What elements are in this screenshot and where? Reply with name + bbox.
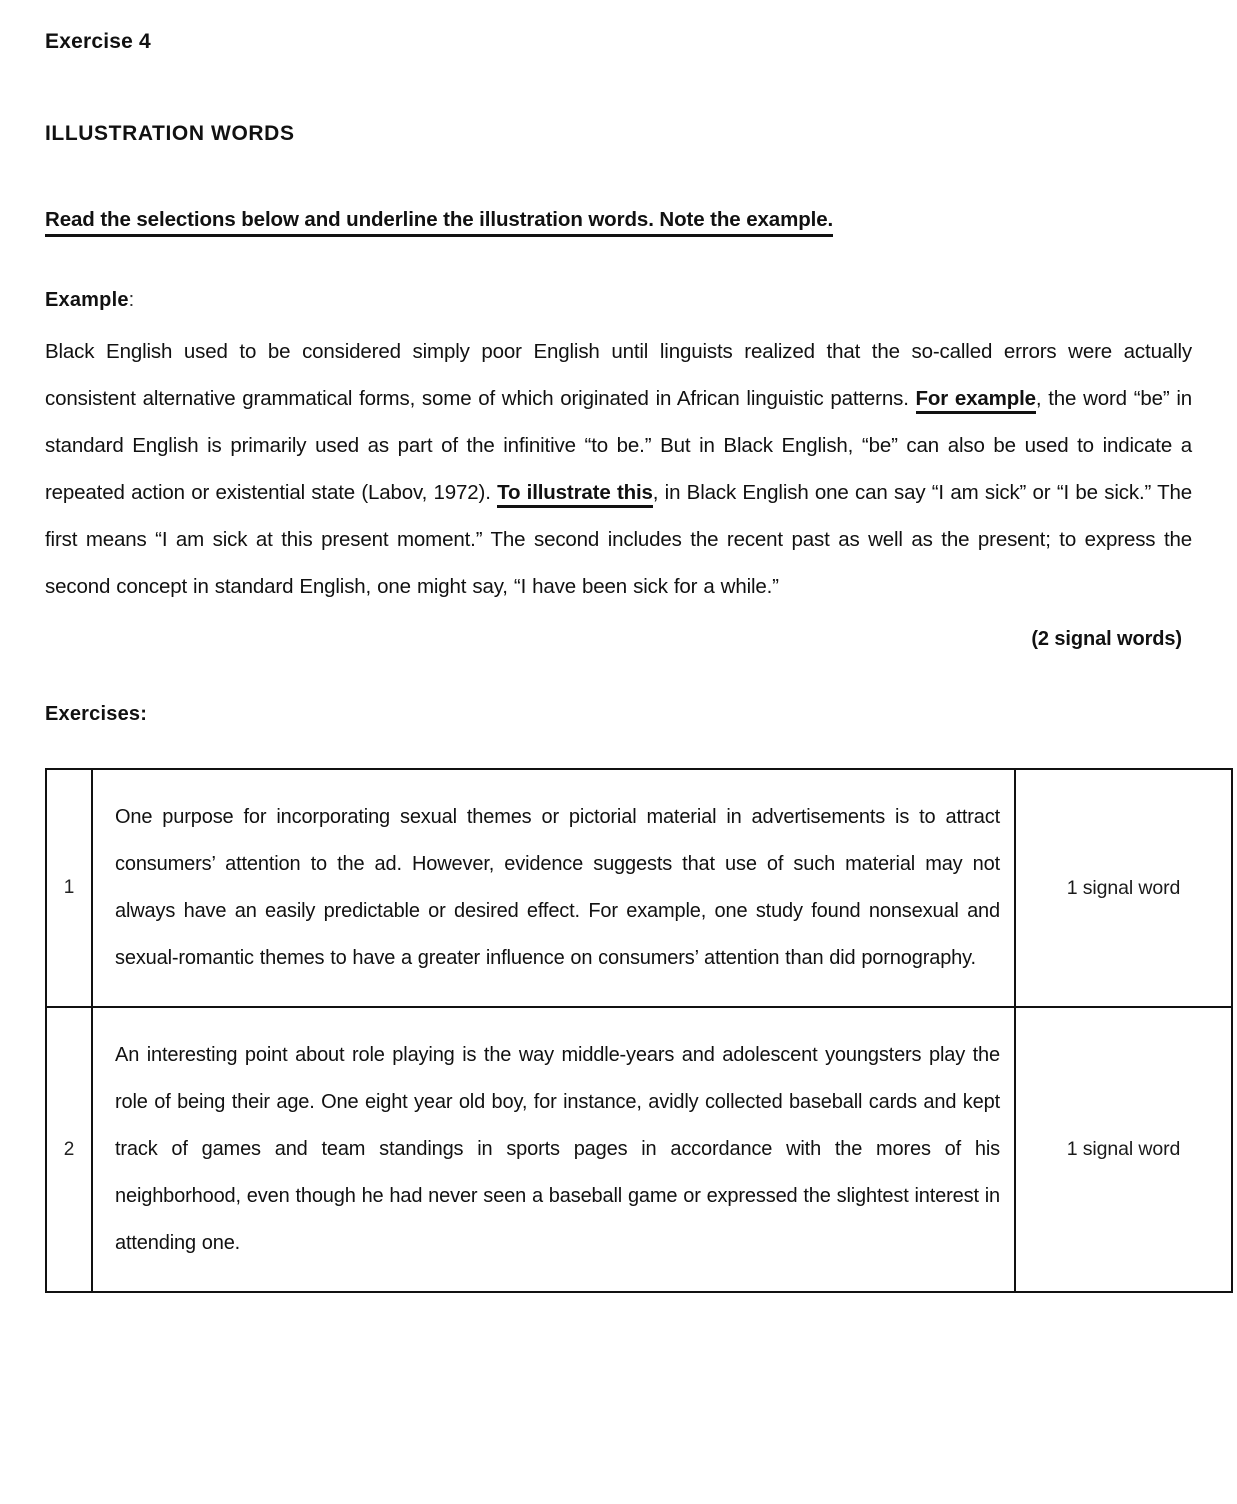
row-passage-text: An interesting point about role playing is the way middle-years and adolescent youngsters play the role of being their age. One eight year old boy, for instance, avidly collected baseball cards and kept track of games and team standings in sports pages in accordance with the mores of his neighborhood, even though he had never seen a baseball game or expressed the slightest interest in attending one. [115, 1044, 1000, 1254]
example-label-word: Example [45, 289, 129, 311]
example-text-part2: , the word “be” in standard English is primarily used as part of the infinitive “to be.” But in Black English, “be” can also be used to indicate a repeated action or existential state (Labov, 1972). [45, 387, 1192, 504]
row-passage-text: One purpose for incorporating sexual themes or pictorial material in advertisements is to attract consumers’ attention to the ad. However, evidence suggests that use of such material may not always have an easily predictable or desired effect. For example, one study found nonsexual and sexual-romantic themes to have a greater influence on consumers’ attention than did pornography. [115, 806, 1000, 969]
example-paragraph [45, 328, 1192, 610]
row-signal-count: 1 signal word [1015, 1007, 1232, 1292]
example-label-colon: : [128, 289, 135, 311]
instruction-text: Read the selections below and underline the illustration words. Note the example. [45, 208, 833, 237]
signal-word-to-illustrate-this: To illustrate this [497, 481, 653, 508]
table-row [46, 1007, 1232, 1292]
exercise-title: Exercise 4 [45, 30, 151, 53]
example-text-part1: Black English used to be considered simply poor English until linguists realized that the so-called errors were actually consistent alternative grammatical forms, some of which originated in African linguistic patterns. [45, 340, 1192, 410]
instruction-row [45, 146, 1192, 237]
exercises-table [45, 768, 1233, 1293]
row-number: 2 [46, 1007, 92, 1292]
exercises-label: Exercises: [45, 703, 148, 725]
row-number: 1 [46, 769, 92, 1007]
row-passage-cell[interactable] [92, 769, 1015, 1007]
row-signal-count: 1 signal word [1015, 769, 1232, 1007]
table-row [46, 769, 1232, 1007]
example-label [45, 289, 1192, 312]
example-text-part3: , in Black English one can say “I am sick” or “I be sick.” The first means “I am sick at this present moment.” The second includes the recent past as well as the present; to express the second concept in standard English, one might say, “I have been sick for a while.” [45, 481, 1193, 598]
example-signal-count: (2 signal words) [1031, 628, 1182, 650]
signal-word-for-example: For example [916, 387, 1036, 414]
row-passage-cell[interactable] [92, 1007, 1015, 1292]
exercises-table-body [46, 769, 1232, 1292]
section-title: ILLUSTRATION WORDS [45, 122, 295, 145]
